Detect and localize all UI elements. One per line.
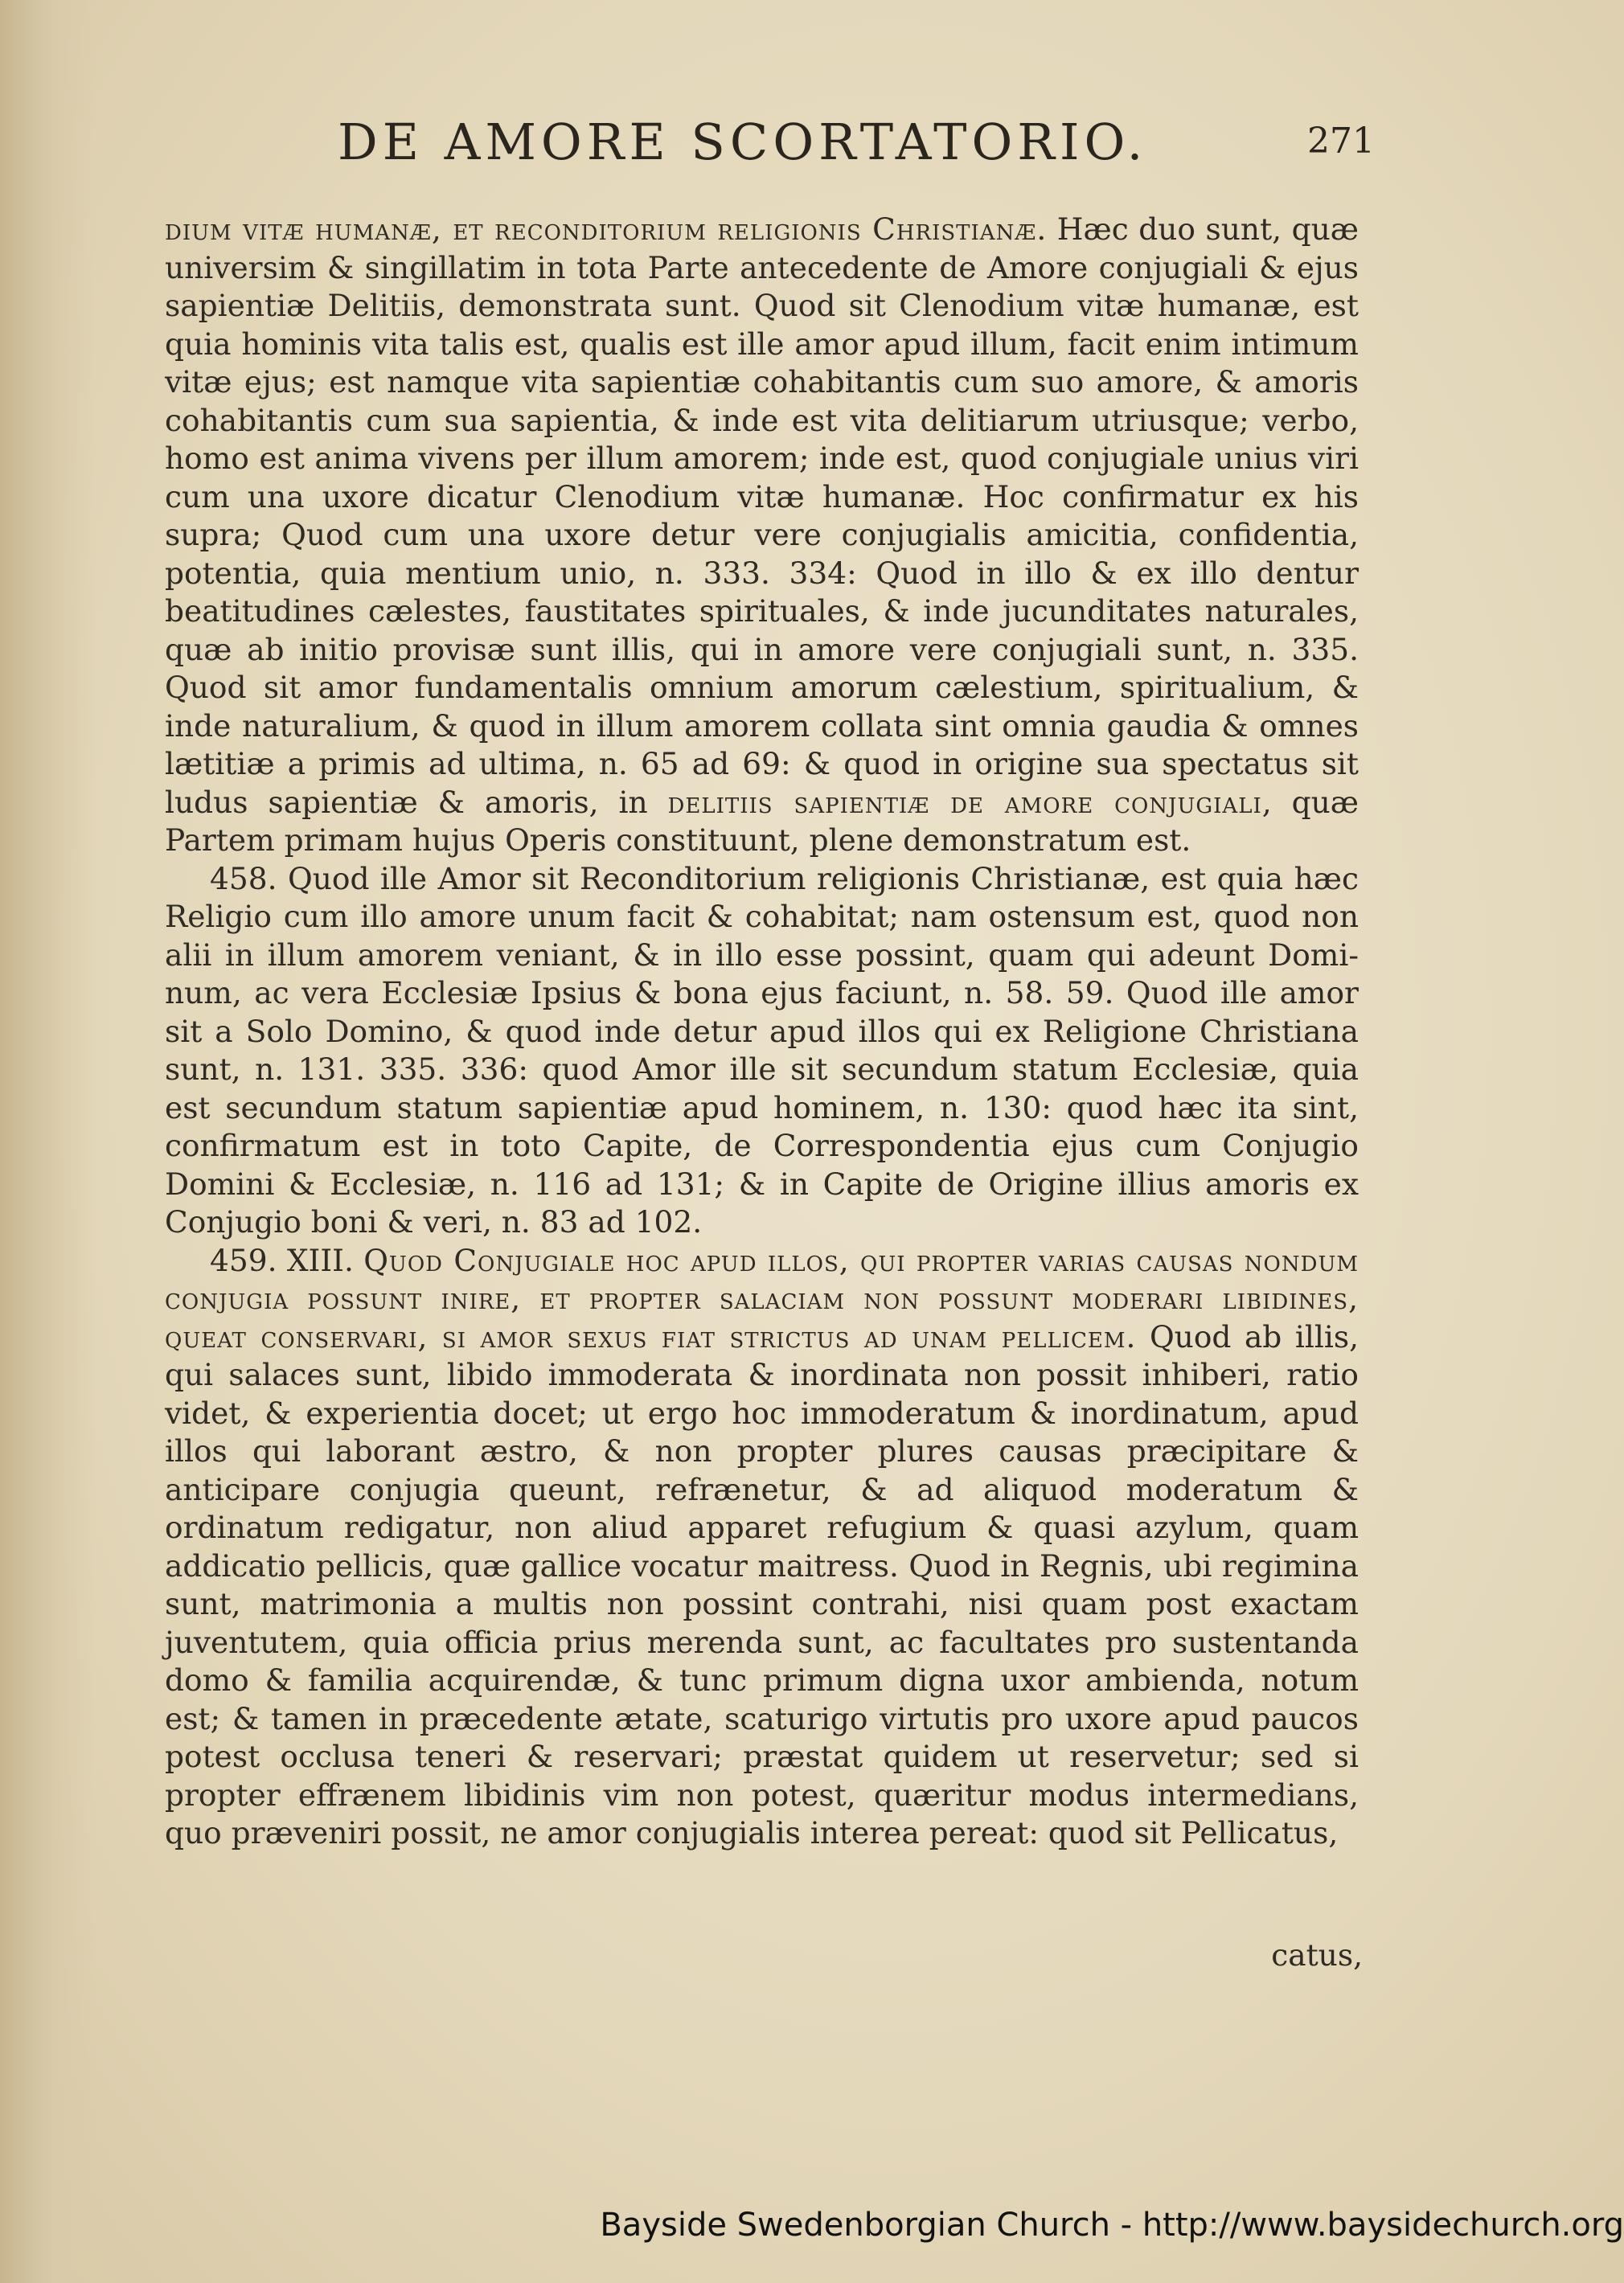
- page-gutter-shadow: [0, 0, 96, 2283]
- text-run: , quæ Partem primam hujus Operis constituunt, plene demonstratum est.: [165, 784, 1359, 858]
- small-caps-text: delitiis sapientiæ de amore conjugiali: [667, 784, 1262, 820]
- text-run: Hæc duo sunt, quæ universim & singillatim in tota Parte antecedente de Amore conjugiali & ejus sapientiæ Delitiis, demonstrata sunt. Quod sit Clenodium vitæ humanæ, est quia hominis vita talis est, qualis est ille amor apud illum, facit enim intimum vitæ ejus; est namque vita sapientiæ cohabitantis cum suo amore, & amoris cohabitantis cum sua sapientia, & inde est vita delitiarum utriusque; verbo, homo est anima vivens per illum amorem; inde est, quod conjugiale unius viri cum una uxore dicatur Clenodium vitæ humanæ. Hoc confirmatur ex his supra; Quod cum una uxore detur vere conjugialis amicitia, confidentia, potentia, quia mentium unio, n. 333. 334: Quod in illo & ex illo dentur beatitudines cælestes, faustitates spirituales, & inde jucunditates naturales, quæ ab initio provisæ sunt illis, qui in amore vere conjugiali sunt, n. 335. Quod sit amor fundamentalis omnium amorum cælestium, spiritualium, & inde naturalium, & quod in illum amorem collata sint omnia gaudia & omnes lætitiæ a primis ad ultima, n. 65 ad 69: & quod in origine sua spectatus sit ludus sapientiæ & amoris, in: [165, 211, 1359, 820]
- catchword: catus,: [1271, 1937, 1363, 1973]
- text-run: Quod ab illis, qui salaces sunt, libido immoderata & inordinata non possit inhiberi, ratio videt, & experientia docet; ut ergo hoc immoderatum & inordinatum, apud illos qui laborant æstro, & non propter plures causas præcipitare & anticipare conjugia queunt, refrænetur, & ad aliquod moderatum & ordinatum redigatur, non aliud apparet refugium & quasi azylum, quam addicatio pellicis, quæ gallice vocatur maitress. Quod in Regnis, ubi regimina sunt, matrimonia a multis non possint contrahi, nisi quam post exactam juventutem, quia officia prius merenda sunt, ac facultates pro sustentanda domo & familia acquirendæ, & tunc primum digna uxor ambienda, notum est; & tamen in præcedente ætate, scaturigo virtutis pro uxore apud paucos potest occlusa teneri & reservari; præstat quidem ut reservetur; sed si propter effrænem libidinis vim non potest, quæritur modus intermedians, quo præveniri possit, ne amor conjugialis interea pereat: quod sit Pellicatus,: [165, 1318, 1359, 1851]
- paragraph: [165, 860, 1359, 1242]
- paragraph: [165, 1242, 1359, 1853]
- source-credit: Bayside Swedenborgian Church - http://www.baysidechurch.org: [600, 2207, 1624, 2244]
- page-number: 271: [1307, 121, 1375, 162]
- small-caps-text: dium vitæ humanæ, et reconditorium religionis Christianæ.: [165, 211, 1048, 247]
- small-caps-text: Quod Conjugiale hoc apud illos, qui propter varias causas nondum conjugia possunt inire, et propter salaciam non possunt moderari libidines, queat conservari, si amor sexus fiat strictus ad unam pellicem.: [165, 1242, 1359, 1355]
- page-header: [338, 113, 1375, 193]
- text-run: 458. Quod ille Amor sit Reconditorium religionis Christianæ, est quia hæc Religio cum illo amore unum facit & cohabitat; nam ostensum est, quod non alii in illum amorem veniant, & in illo esse possint, quam qui adeunt Dominum, ac vera Ecclesiæ Ipsius & bona ejus faciunt, n. 58. 59. Quod ille amor sit a Solo Domino, & quod inde detur apud illos qui ex Religione Christiana sunt, n. 131. 335. 336: quod Amor ille sit secundum statum Ecclesiæ, quia est secundum statum sapientiæ apud hominem, n. 130: quod hæc ita sint, confirmatum est in toto Capite, de Correspondentia ejus cum Conjugio Domini & Ecclesiæ, n. 116 ad 131; & in Capite de Origine illius amoris ex Conjugio boni & veri, n. 83 ad 102.: [165, 860, 1359, 1240]
- running-title: DE AMORE SCORTATORIO.: [338, 113, 1148, 171]
- body-text: [165, 211, 1359, 1853]
- text-run: 459. XIII.: [210, 1242, 364, 1278]
- paragraph: [165, 211, 1359, 860]
